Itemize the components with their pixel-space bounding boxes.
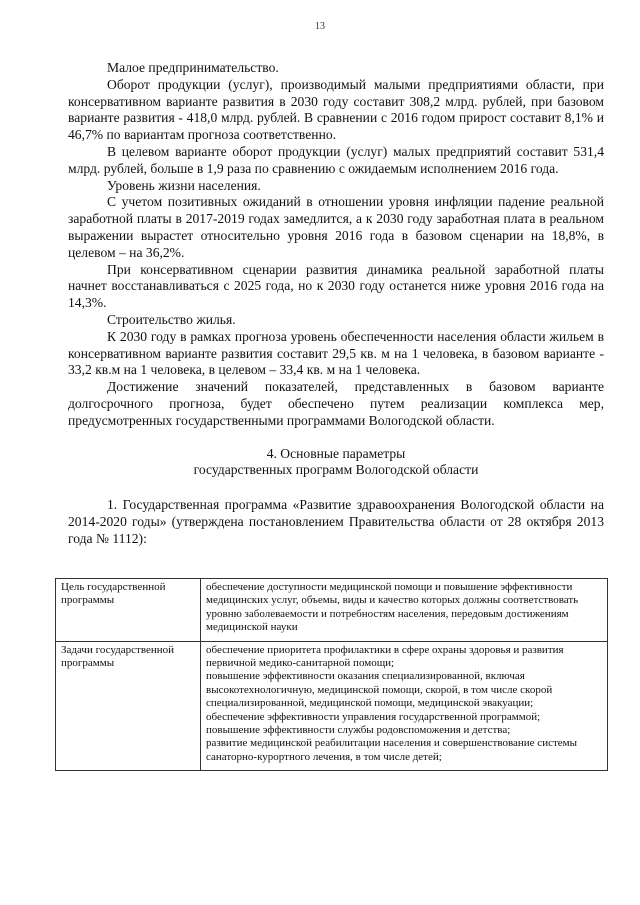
paragraph-housing-heading: Строительство жилья.	[107, 311, 236, 327]
paragraph-wages-inflation: С учетом позитивных ожиданий в отношении уровня инфляции падение реальной заработной платы в 2017-2019 годах замедлится, а к 2030 году заработная плата в реальном выражении вырастет относительно уровня 2016 года в базовом сценарии на 18,8%, в целевом – на 36,2%.	[68, 194, 604, 260]
paragraph-small-business-turnover: Оборот продукции (услуг), производимый малыми предприятиями области, при консервативном варианте развития в 2030 году составит 308,2 млрд. рублей, при базовом варианте развития - 418,0 млрд. рублей. В сравнении с 2016 годом прирост составит 8,1% и 46,7% по вариантам прогноза соответственно.	[68, 76, 604, 143]
section-title-line1: 4. Основные параметры	[266, 445, 406, 461]
program-parameters-table	[55, 578, 608, 771]
paragraph-housing-forecast: К 2030 году в рамках прогноза уровень обеспеченности населения области жильем в консервативном варианте развития составит 29,5 кв. м на 1 человека, в базовом варианте - 33,2 кв.м на 1 человека, в целевом – 33,4 кв. м на 1 человека.	[68, 328, 604, 378]
program-intro: 1. Государственная программа «Развитие здравоохранения Вологодской области на 2014-2020 годы» (утверждена постановлением Правительства области от 28 октября 2013 года № 1112):	[68, 497, 604, 546]
tasks-list	[201, 641, 608, 771]
paragraph-indicators-achievement: Достижение значений показателей, представленных в базовом варианте долгосрочного прогноза, будет обеспечено путем реализации комплекса мер, предусмотренных государственными программами Вологодской области.	[68, 379, 604, 428]
section-title-line2: государственных программ Вологодской области	[193, 462, 479, 478]
table-row-goal	[56, 579, 608, 642]
goal-label: Цель государственной программы	[56, 579, 201, 642]
task-item: обеспечение приоритета профилактики в сфере охраны здоровья и развития первичной медико-санитарной помощи;	[206, 643, 564, 670]
paragraph-small-business-target: В целевом варианте оборот продукции (услуг) малых предприятий составит 531,4 млрд. рублей, больше в 1,9 раза по сравнению с ожидаемым исполнением 2016 года.	[68, 143, 604, 176]
task-item: развитие медицинской реабилитации населения и совершенствование системы санаторно-курортного лечения, в том числе детей;	[206, 737, 578, 763]
paragraph-small-business-heading: Малое предпринимательство.	[107, 60, 279, 75]
goal-text: обеспечение доступности медицинской помощи и повышение эффективности медицинских услуг, объемы, виды и качество которых должны соответствовать уровню заболеваемости и потребностям населения, передовым достижениям медицинской науки	[201, 579, 608, 642]
task-item: повышение эффективности службы родовспоможения и детства;	[206, 724, 511, 737]
paragraph-living-standard-heading: Уровень жизни населения.	[107, 177, 261, 193]
tasks-label: Задачи государственной программы	[56, 641, 201, 771]
body-text	[68, 60, 604, 548]
page-number: 13	[315, 21, 325, 32]
task-item: повышение эффективности оказания специализированной, включая высокотехнологичную, медицинской помощи, скорой, в том числе скорой специализированной, медицинской помощи, медицинской эвакуации;	[206, 670, 553, 710]
paragraph-wages-conservative: При консервативном сценарии развития динамика реальной заработной платы начнет восстанавливаться с 2025 года, но к 2030 году останется ниже уровня 2016 года на 14,3%.	[68, 261, 604, 311]
table-row-tasks	[56, 641, 608, 771]
section-title	[68, 446, 604, 480]
task-item: обеспечение эффективности управления государственной программой;	[206, 710, 541, 723]
